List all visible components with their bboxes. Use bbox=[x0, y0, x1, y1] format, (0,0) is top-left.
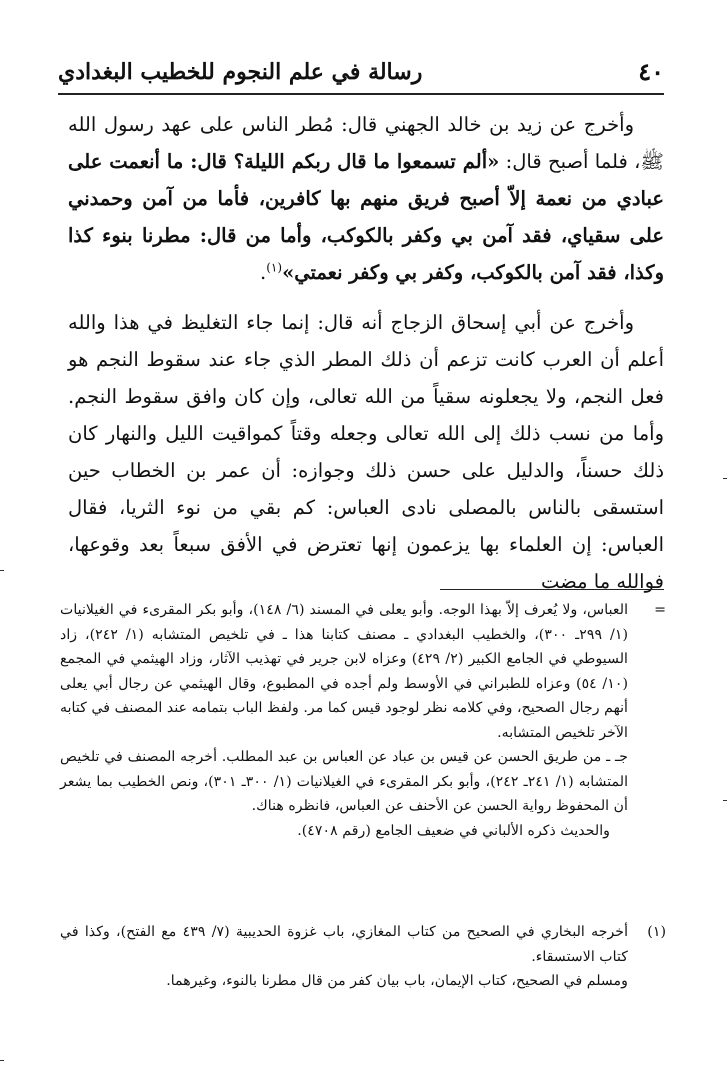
footnote-1-marker: (١) bbox=[647, 924, 666, 940]
footnote-ref-1[interactable]: (١) bbox=[266, 260, 283, 275]
footnote-1 bbox=[60, 920, 666, 994]
footnote-continuation bbox=[60, 598, 666, 843]
footnote-1-bukhari: أخرجه البخاري في الصحيح من كتاب المغازي، باب غزوة الحديبية (٧/ ٤٣٩ مع الفتح)، وكذا في كتاب الاستسقاء. bbox=[60, 924, 629, 965]
footnote-separator bbox=[440, 589, 664, 590]
page-number: ٤٠ bbox=[638, 57, 664, 86]
scan-edge-mark bbox=[723, 800, 727, 801]
footnote-continuation-jim: جـ ـ من طريق الحسن عن قيس بن عباد عن العباس بن عبد المطلب. أخرجه المصنف في تلخيص المتشابه (١/ ٢٤١ـ ٢٤٢)، وأبو بكر المقرىء في الغيلانيات (١/ ٣٠٠ـ ٣٠١)، ونص الخطيب بما يشعر أن المحفوظ رواية الحسن عن الأحنف عن العباس، فانظره هناك. bbox=[60, 749, 629, 814]
paragraph-1-intro: وأخرج عن زيد بن خالد الجهني قال: مُطر الناس على عهد رسول الله ﷺ، فلما أصبح قال: bbox=[68, 113, 664, 173]
paragraph-1-end: . bbox=[260, 261, 267, 284]
scan-edge-mark bbox=[0, 1060, 4, 1061]
running-header bbox=[58, 56, 664, 96]
continuation-marker: = bbox=[654, 602, 666, 618]
paragraph-1 bbox=[68, 106, 664, 291]
header-rule bbox=[58, 93, 664, 95]
hadith-quote: «ألم تسمعوا ما قال ربكم الليلة؟ قال: ما أنعمت على عبادي من نعمة إلاّ أصبح فريق منهم بها كافرين، فأما من آمن وحمدني على سقياي، فقد آمن بي وكفر بالكوكب، وأما من قال: مطرنا بنوء كذا وكذا، فقد آمن بالكوكب، وكفر بي وكفر نعمتي» bbox=[68, 150, 664, 284]
footnote-continuation-text: العباس، ولا يُعرف إلاّ بهذا الوجه. وأبو يعلى في المسند (٦/ ١٤٨)، وأبو بكر المقرىء في الغيلانيات (١/ ٢٩٩ـ ٣٠٠)، والخطيب البغدادي ـ مصنف كتابنا هذا ـ في تلخيص المتشابه (١/ ٢٤٢)، زاد السيوطي في الجامع الكبير (٢/ ٤٢٩) وعزاه لابن جرير في تهذيب الآثار، وزاد الهيثمي في المجمع (١٠/ ٥٤) وعزاه للطبراني في الأوسط ولم أجده في المطبوع، وقال الهيثمي عن رجال أبي يعلى أنهم رجال الصحيح، وفي كلامه نظر لوجود قيس كما مر. ولفظ الباب بتمامه عند المصنف في كتابه الآخر تلخيص المتشابه. bbox=[60, 602, 629, 741]
paragraph-2-text: وأخرج عن أبي إسحاق الزجاج أنه قال: إنما جاء التغليظ في هذا والله أعلم أن العرب كانت تزعم أن ذلك المطر الذي جاء عند سقوط النجم هو فعل النجم، ولا يجعلونه سقياً من الله تعالى، وإن كان وافق سقوط النجم. وأما من نسب ذلك إلى الله تعالى وجعله وقتاً كمواقيت الليل والنهار كان ذلك حسناً، والدليل على حسن ذلك وجوازه: أن عمر بن الخطاب حين استسقى بالناس بالمصلى نادى العباس: كم بقي من نوء الثريا، فقال العباس: إن العلماء بها يزعمون إنها تعترض في الأفق سبعاً بعد وقوعها، فوالله ما مضت bbox=[68, 311, 664, 593]
paragraph-2 bbox=[68, 304, 664, 600]
footnote-1-muslim: ومسلم في الصحيح، كتاب الإيمان، باب بيان كفر من قال مطرنا بالنوء، وغيرهما. bbox=[166, 973, 628, 989]
running-title: رسالة في علم النجوم للخطيب البغدادي bbox=[58, 59, 423, 85]
footnote-continuation-albani: والحديث ذكره الألباني في ضعيف الجامع (رقم ٤٧٠٨). bbox=[297, 822, 610, 839]
scan-edge-mark bbox=[0, 570, 4, 571]
scan-edge-mark bbox=[723, 478, 727, 479]
